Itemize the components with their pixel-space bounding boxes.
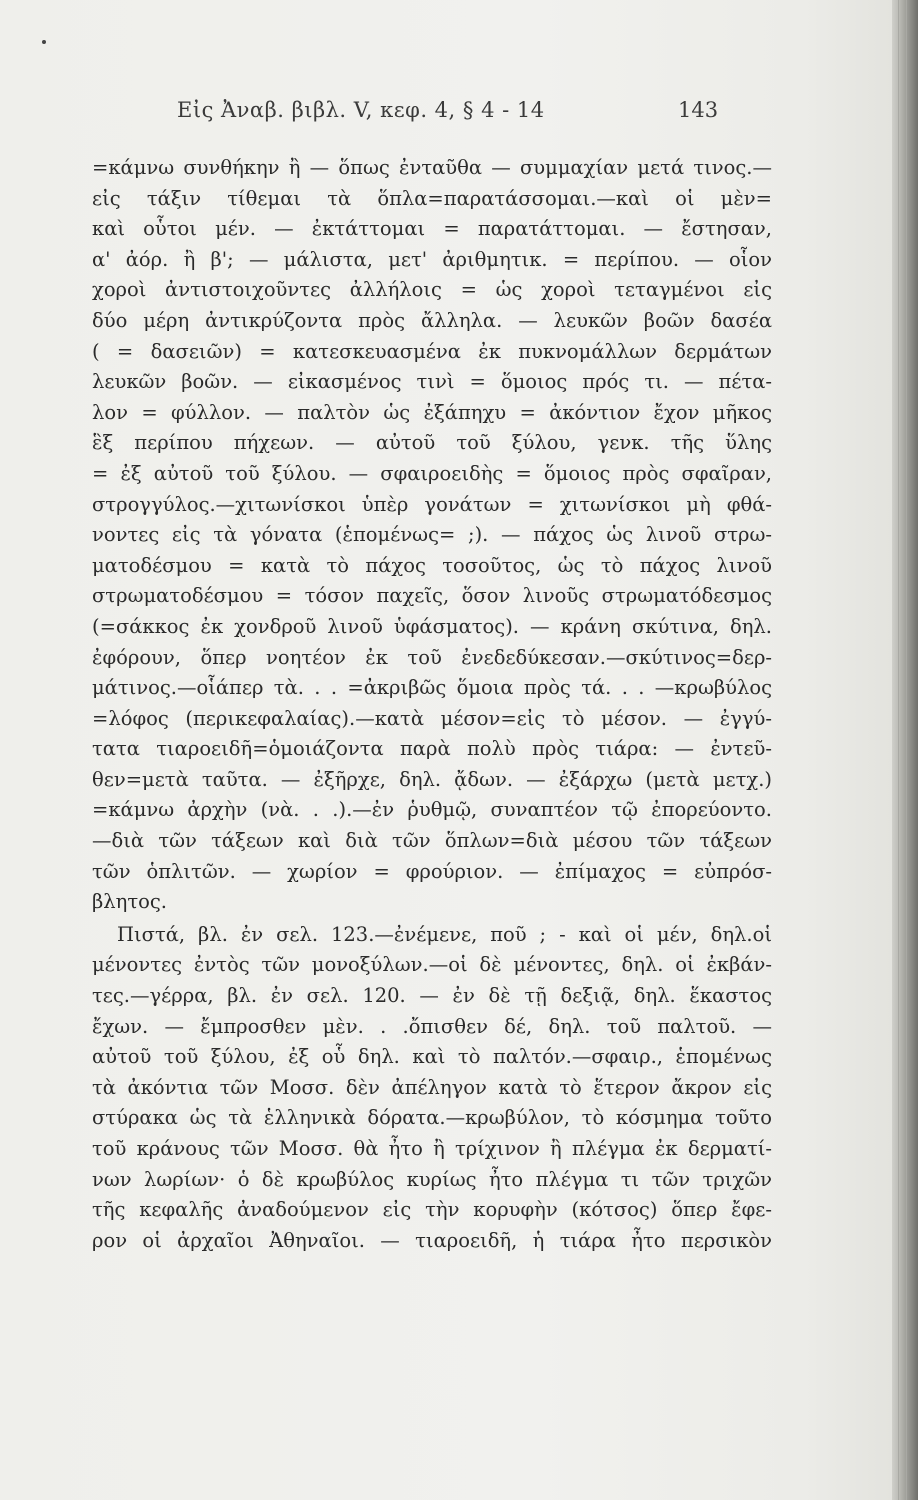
text-line: χοροὶ ἀντιστοιχοῦντες ἀλλήλοις = ὡς χοροὶ τεταγμένοι εἰς: [92, 278, 772, 302]
text-line: (=σάκκος ἐκ χονδροῦ λινοῦ ὑφάσματος). — κράνη σκύτινα, δηλ.: [92, 614, 772, 638]
text-line: =κάμνω συνθήκην ἢ — ὅπως ἐνταῦθα — συμμαχίαν μετά τινος.—: [92, 156, 772, 179]
text-line: στρογγύλος.—χιτωνίσκοι ὑπὲρ γονάτων = χιτωνίσκοι μὴ φθά-: [92, 492, 772, 516]
spine-edge-line: [906, 0, 907, 1500]
text-line: ρον οἱ ἀρχαῖοι Ἀθηναῖοι. — τιαροειδῆ, ἡ τιάρα ἦτο περσικὸν: [92, 1228, 772, 1252]
text-line: = ἐξ αὐτοῦ τοῦ ξύλου. — σφαιροειδὴς = ὅμοιος πρὸς σφαῖραν,: [92, 461, 772, 485]
text-line: λον = φύλλον. — παλτὸν ὡς ἐξάπηχυ = ἀκόντιον ἔχον μῆκος: [92, 400, 772, 424]
text-line: ματοδέσμου = κατὰ τὸ πάχος τοσοῦτος, ὡς τὸ πάχος λινοῦ: [92, 553, 772, 577]
spine-edge-line: [898, 0, 899, 1500]
text-line: ἓξ περίπου πήχεων. — αὐτοῦ τοῦ ξύλου, γενκ. τῆς ὕλης: [92, 431, 772, 455]
paragraph-start-line: Πιστά, βλ. ἐν σελ. 123.—ἐνέμενε, ποῦ ; - καὶ οἱ μέν, δηλ.οἱ: [117, 922, 772, 946]
page-header: [0, 98, 892, 138]
book-spine-shadow: [892, 0, 918, 1500]
text-line: τες.—γέρρα, βλ. ἐν σελ. 120. — ἐν δὲ τῇ δεξιᾷ, δηλ. ἕκαστος: [92, 984, 772, 1008]
text-line: νοντες εἰς τὰ γόνατα (ἑπομένως= ;). — πάχος ὡς λινοῦ στρω-: [92, 523, 772, 547]
text-line: =λόφος (περικεφαλαίας).—κατὰ μέσον=εἰς τὸ μέσον. — ἐγγύ-: [92, 706, 772, 730]
text-line: τῆς κεφαλῆς ἀναδούμενον εἰς τὴν κορυφὴν (κότσος) ὅπερ ἔφε-: [92, 1198, 772, 1222]
text-line: ἔχων. — ἔμπροσθεν μὲν. . .ὄπισθεν δέ, δηλ. τοῦ παλτοῦ. —: [92, 1014, 772, 1038]
text-line: μάτινος.—οἷάπερ τὰ. . . =ἀκριβῶς ὅμοια πρὸς τά. . . —κρωβύλος: [92, 676, 772, 700]
text-line: δύο μέρη ἀντικρύζοντα πρὸς ἄλληλα. — λευκῶν βοῶν δασέα: [92, 308, 772, 332]
page-number: 143: [678, 98, 719, 122]
text-line: καὶ οὗτοι μέν. — ἐκτάττομαι = παρατάττομαι. — ἔστησαν,: [92, 217, 772, 241]
text-line: αὐτοῦ τοῦ ξύλου, ἐξ οὗ δηλ. καὶ τὸ παλτόν.—σφαιρ., ἑπομένως: [92, 1045, 772, 1069]
text-line: στρωματοδέσμου = τόσον παχεῖς, ὅσον λινοῦς στρωματόδεσμος: [92, 584, 772, 608]
text-line: εἰς τάξιν τίθεμαι τὰ ὅπλα=παρατάσσομαι.—καὶ οἱ μὲν=: [92, 186, 772, 210]
text-line: τὰ ἀκόντια τῶν Μοσσ. δὲν ἀπέληγον κατὰ τὸ ἕτερον ἄκρον εἰς: [92, 1075, 772, 1099]
text-line: τῶν ὁπλιτῶν. — χωρίον = φρούριον. — ἐπίμαχος = εὐπρόσ-: [92, 859, 772, 883]
text-line: στύρακα ὡς τὰ ἑλληνικὰ δόρατα.—κρωβύλον, τὸ κόσμημα τοῦτο: [92, 1106, 772, 1130]
text-line: νων λωρίων· ὁ δὲ κρωβύλος κυρίως ἦτο πλέγμα τι τῶν τριχῶν: [92, 1167, 772, 1191]
commentary-text: [92, 153, 772, 1256]
text-line: τοῦ κράνους τῶν Μοσσ. θὰ ἦτο ἢ τρίχινον ἢ πλέγμα ἐκ δερματί-: [92, 1137, 772, 1160]
text-line: λευκῶν βοῶν. — εἰκασμένος τινὶ = ὅμοιος πρός τι. — πέτα-: [92, 370, 772, 394]
ink-speck: [42, 40, 46, 44]
text-line: μένοντες ἐντὸς τῶν μονοξύλων.—οἱ δὲ μένοντες, δηλ. οἱ ἐκβάν-: [92, 953, 772, 977]
text-line: ( = δασειῶν) = κατεσκευασμένα ἐκ πυκνομάλλων δερμάτων: [92, 339, 772, 363]
text-line: βλητος.: [92, 890, 167, 914]
text-line: τατα τιαροειδῆ=ὁμοιάζοντα παρὰ πολὺ πρὸς τιάρα: — ἐντεῦ-: [92, 737, 772, 761]
text-line: θεν=μετὰ ταῦτα. — ἐξῆρχε, δηλ. ᾄδων. — ἐξάρχω (μετὰ μετχ.): [92, 767, 772, 791]
text-line: ἐφόρουν, ὅπερ νοητέον ἐκ τοῦ ἐνεδεδύκεσαν.—σκύτινος=δερ-: [92, 645, 772, 669]
running-head: Εἰς Ἀναβ. βιβλ. V, κεφ. 4, § 4 - 14: [177, 98, 545, 122]
text-line: —διὰ τῶν τάξεων καὶ διὰ τῶν ὅπλων=διὰ μέσου τῶν τάξεων: [92, 829, 772, 853]
text-line: α' ἀόρ. ἢ β'; — μάλιστα, μετ' ἀριθμητικ. = περίπου. — οἷον: [92, 247, 772, 271]
text-line: =κάμνω ἀρχὴν (νὰ. . .).—ἐν ῥυθμῷ, συναπτέον τῷ ἐπορεύοντο.: [92, 798, 772, 822]
